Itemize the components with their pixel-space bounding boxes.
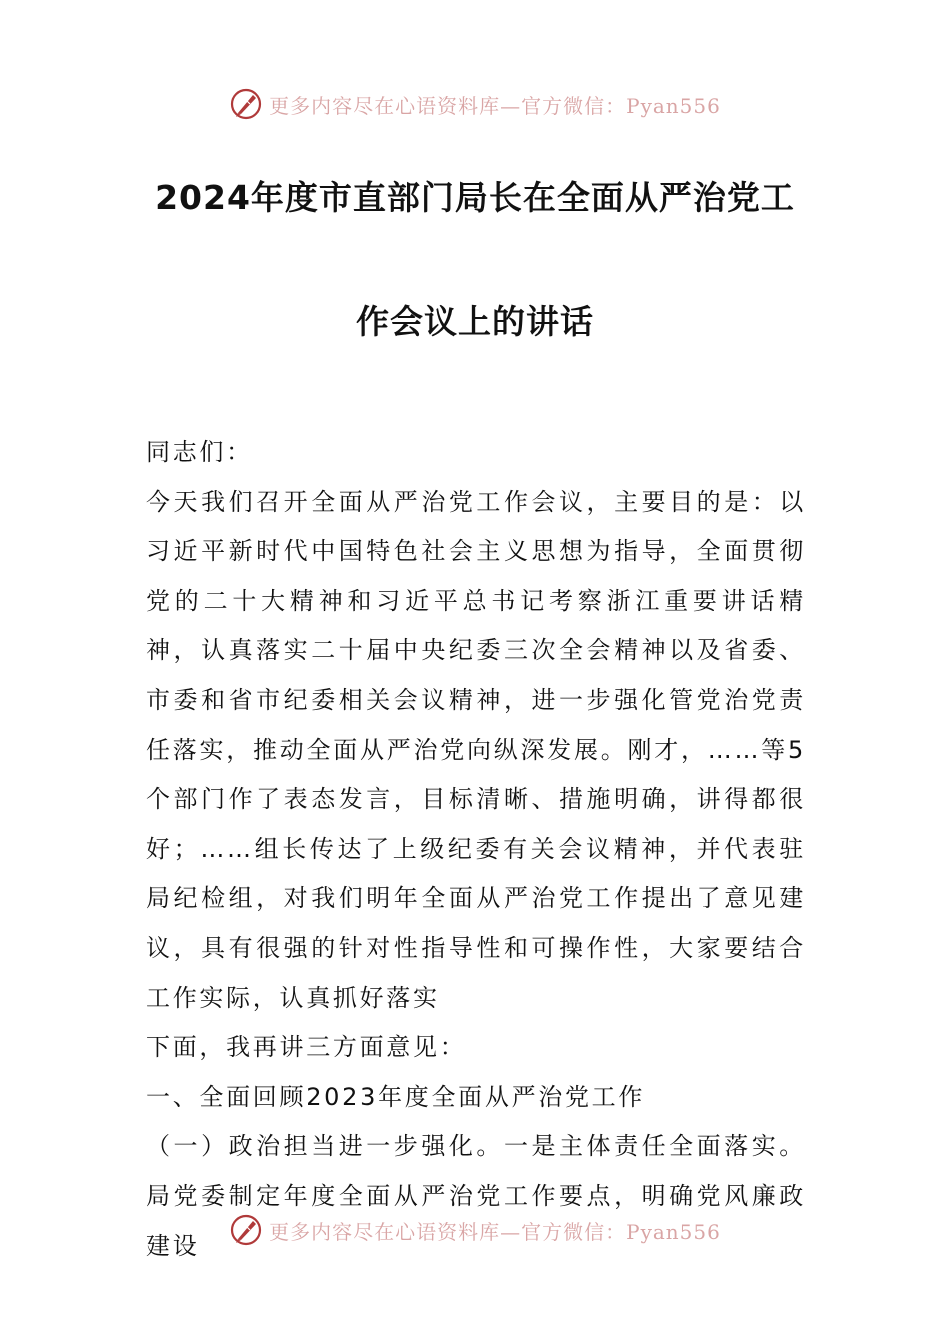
paragraph: （一）政治担当进一步强化。一是主体责任全面落实。局党委制定年度全面从严治党工作要点，明确党风廉政建设 [146,1132,806,1260]
document-body [146,428,806,1271]
page-title-line-1: 2024年度市直部门局长在全面从严治党工 [155,178,795,217]
watermark-banner-top [0,84,950,124]
quill-pen-logo-icon [229,87,263,121]
watermark-banner-bottom [0,1210,950,1250]
salutation: 同志们： [146,438,253,466]
watermark-text: 更多内容尽在心语资料库—官方微信：Pyan556 [269,93,721,118]
paragraph: 下面，我再讲三方面意见： [146,1033,467,1062]
section-heading: 一、全面回顾2023年度全面从严治党工作 [146,1082,646,1111]
quill-pen-logo-icon [229,1213,263,1247]
watermark-text: 更多内容尽在心语资料库—官方微信：Pyan556 [269,1219,721,1244]
paragraph: 今天我们召开全面从严治党工作会议，主要目的是：以习近平新时代中国特色社会主义思想为指导，全面贯彻党的二十大精神和习近平总书记考察浙江重要讲话精神，认真落实二十届中央纪委三次全会精神以及省委、市委和省市纪委相关会议精神，进一步强化管党治党责任落实，推动全面从严治党向纵深发展。刚才，……等5个部门作了表态发言，目标清晰、措施明确，讲得都很好；……组长传达了上级纪委有关会议精神，并代表驻局纪检组，对我们明年全面从严治党工作提出了意见建议，具有很强的针对性指导性和可操作性，大家要结合工作实际，认真抓好落实 [146,487,806,1012]
page-title-line-2: 作会议上的讲话 [356,302,594,341]
